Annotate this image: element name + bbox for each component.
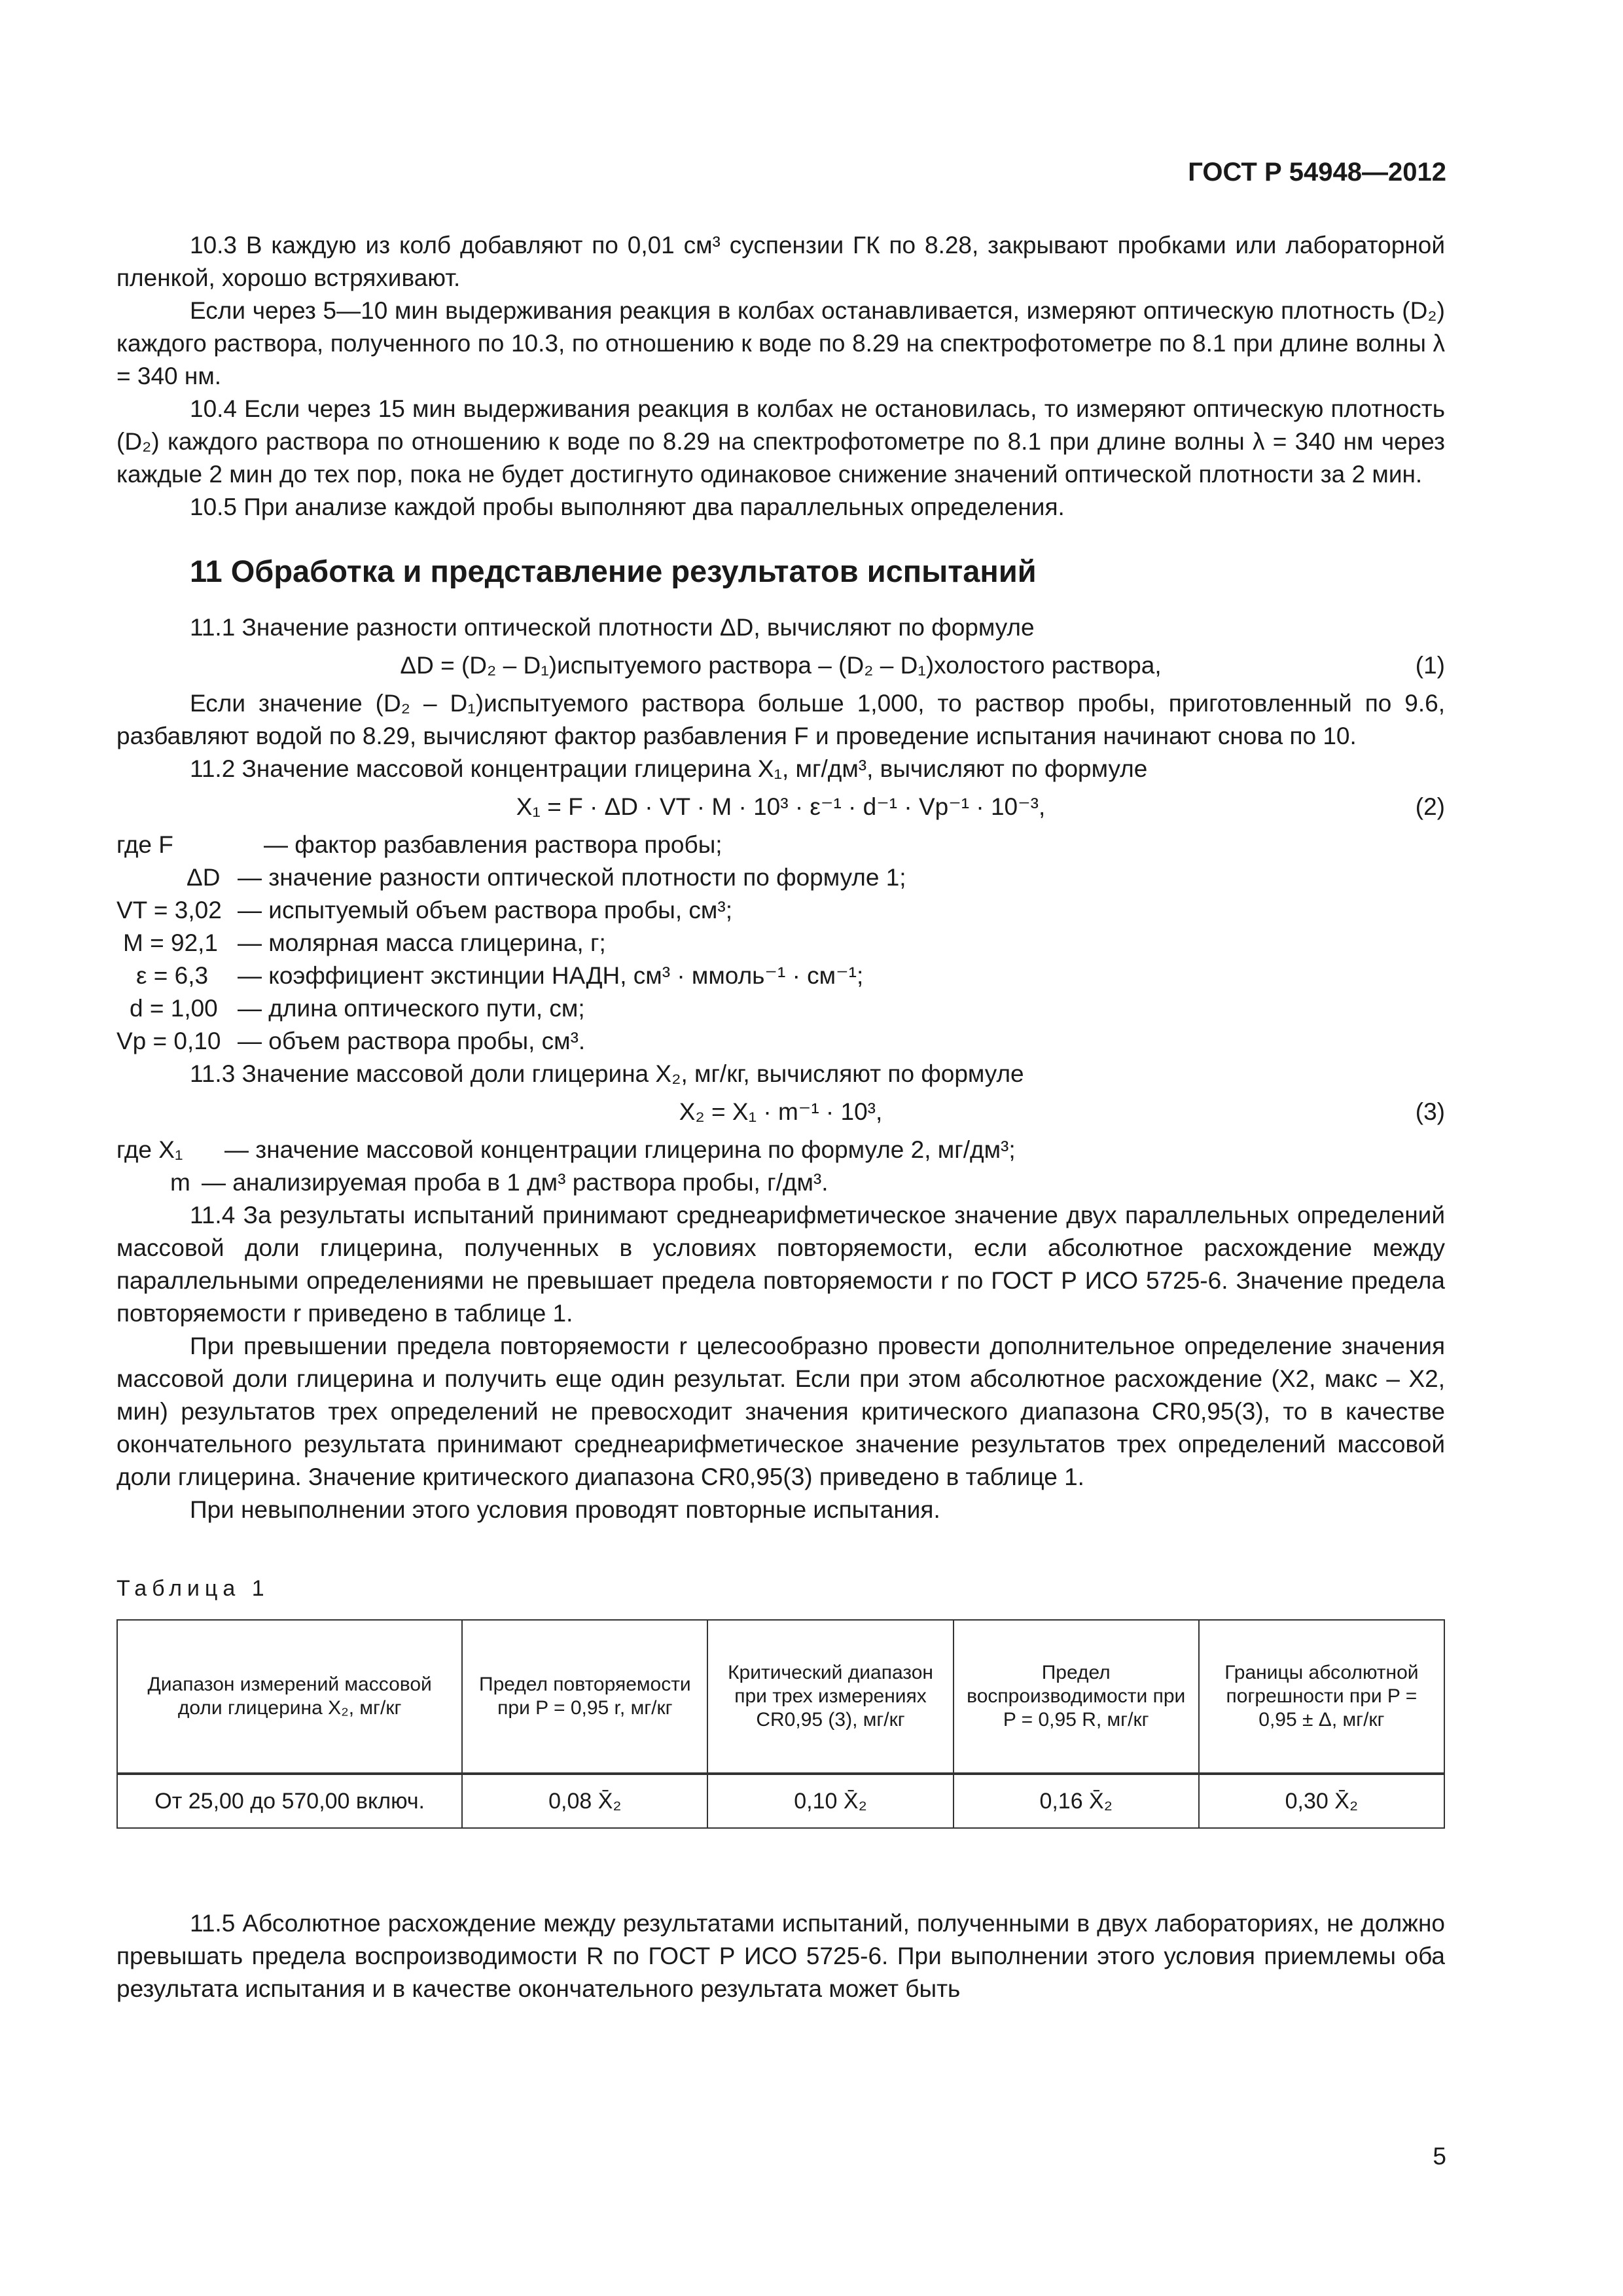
legend-key: M = 92,1 xyxy=(123,929,219,956)
paragraph-11-3: 11.3 Значение массовой доли глицерина X₂, мг/кг, вычисляют по формуле xyxy=(190,1060,1024,1087)
formula-2-body: X₁ = F · ΔD · VT · M · 10³ · ε⁻¹ · d⁻¹ · Vp⁻¹ · 10⁻³, xyxy=(516,793,1046,820)
legend-key: m xyxy=(170,1169,190,1196)
table-header-cell: Критический диапазон при трех измерениях CR0,95 (3), мг/кг xyxy=(707,1620,953,1774)
legend-key: где X₁ xyxy=(116,1136,183,1163)
paragraph-11-1: 11.1 Значение разности оптической плотности ΔD, вычисляют по формуле xyxy=(190,614,1035,641)
paragraph-11-4-continued: При превышении предела повторяемости r целесообразно провести дополнительное определение значения массовой доли глицерина и получить еще один результат. Если при этом абсолютное расхождение (X2, макс – X2, мин) результатов трех определений не превосходит значения критического диапазона CR0,95(3), то в качестве окончательного результата принимают среднеарифметическое значение результатов трех определений массовой доли глицерина. Значение критического диапазона CR0,95(3) приведено в таблице 1. xyxy=(116,1333,1445,1490)
legend-item xyxy=(116,960,1445,992)
table-cell: 0,16 X̄₂ xyxy=(954,1774,1199,1828)
legend-text: — испытуемый объем раствора пробы, см³; xyxy=(238,897,732,924)
formula-3-number: (3) xyxy=(1415,1098,1445,1125)
legend-item xyxy=(116,1166,1445,1199)
page-number: 5 xyxy=(1433,2143,1446,2170)
paragraph-11-2: 11.2 Значение массовой концентрации глицерина X₁, мг/дм³, вычисляют по формуле xyxy=(190,755,1148,782)
legend-key: d = 1,00 xyxy=(130,995,218,1022)
formula-1 xyxy=(116,645,1445,686)
legend-text: — анализируемая проба в 1 дм³ раствора пробы, г/дм³. xyxy=(202,1169,829,1196)
formula-3-body: X₂ = X₁ · m⁻¹ · 10³, xyxy=(679,1098,883,1125)
formula-3-legend xyxy=(116,1134,1445,1199)
legend-text: — значение массовой концентрации глицерина по формуле 2, мг/дм³; xyxy=(224,1136,1016,1163)
table-header-row xyxy=(117,1620,1444,1774)
table-cell: 0,08 X̄₂ xyxy=(462,1774,707,1828)
table-caption: Таблица 1 xyxy=(116,1576,270,1601)
paragraph-11-4: 11.4 За результаты испытаний принимают среднеарифметическое значение двух параллельных определений массовой доли глицерина, полученных в условиях повторяемости, если абсолютное расхождение между параллельными определениями не превышает предела повторяемости r по ГОСТ Р ИСО 5725-6. Значение предела повторяемости r приведено в таблице 1. xyxy=(116,1202,1445,1327)
legend-key: ΔD xyxy=(187,864,221,891)
paragraph-10-5: 10.5 При анализе каждой пробы выполняют два параллельных определения. xyxy=(190,493,1065,520)
paragraph-10-4: 10.4 Если через 15 мин выдерживания реакция в колбах не остановилась, то измеряют оптическую плотность (D₂) каждого раствора по отношению к воде по 8.29 на спектрофотометре по 8.1 при длине волны λ = 340 нм через каждые 2 мин до тех пор, пока не будет достигнуто одинаковое снижение значений оптической плотности за 2 мин. xyxy=(116,395,1445,488)
table-cell: 0,10 X̄₂ xyxy=(707,1774,953,1828)
paragraph-11-4-final: При невыполнении этого условия проводят повторные испытания. xyxy=(190,1496,940,1523)
formula-2 xyxy=(116,787,1445,827)
legend-item xyxy=(116,1134,1445,1166)
legend-text: — фактор разбавления раствора пробы; xyxy=(264,831,722,858)
table-cell: От 25,00 до 570,00 включ. xyxy=(117,1774,462,1828)
legend-key: Vp = 0,10 xyxy=(116,1028,221,1054)
legend-text: — коэффициент экстинции НАДН, см³ · ммоль⁻¹ · см⁻¹; xyxy=(238,962,864,989)
legend-text: — длина оптического пути, см; xyxy=(238,995,585,1022)
paragraph-11-5: 11.5 Абсолютное расхождение между результатами испытаний, полученными в двух лабораториях, не должно превышать предела воспроизводимости R по ГОСТ Р ИСО 5725-6. При выполнении этого условия приемлемы оба результата испытания и в качестве окончательного результата может быть xyxy=(116,1910,1445,2002)
document-body xyxy=(116,229,1445,2005)
legend-item xyxy=(116,861,1445,894)
document-code: ГОСТ Р 54948—2012 xyxy=(1188,158,1446,187)
legend-key: VT = 3,02 xyxy=(116,897,222,924)
formula-1-body: ΔD = (D₂ – D₁)испытуемого раствора – (D₂ – D₁)холостого раствора, xyxy=(400,652,1162,679)
paragraph-10-3: 10.3 В каждую из колб добавляют по 0,01 см³ суспензии ГК по 8.28, закрывают пробками или лабораторной пленкой, хорошо встряхивают. xyxy=(116,232,1445,291)
formula-1-number: (1) xyxy=(1415,652,1445,679)
formula-2-legend xyxy=(116,829,1445,1058)
table-header-cell: Предел воспроизводимости при P = 0,95 R, мг/кг xyxy=(954,1620,1199,1774)
table-row xyxy=(117,1774,1444,1828)
legend-item xyxy=(116,1025,1445,1058)
table-1 xyxy=(116,1619,1445,1829)
legend-item xyxy=(116,927,1445,960)
legend-text: — объем раствора пробы, см³. xyxy=(238,1028,586,1054)
legend-key: где F xyxy=(116,831,173,858)
paragraph-11-1-continued: Если значение (D₂ – D₁)испытуемого раствора больше 1,000, то раствор пробы, приготовленный по 9.6, разбавляют водой по 8.29, вычисляют фактор разбавления F и проведение испытания начинают снова по 10. xyxy=(116,690,1445,749)
legend-key: ε = 6,3 xyxy=(136,962,209,989)
table-header-cell: Границы абсолютной погрешности при P = 0,95 ± Δ, мг/кг xyxy=(1199,1620,1444,1774)
legend-item xyxy=(116,829,1445,861)
formula-2-number: (2) xyxy=(1415,793,1445,820)
legend-item xyxy=(116,992,1445,1025)
section-heading: 11 Обработка и представление результатов испытаний xyxy=(190,554,1037,588)
formula-3 xyxy=(116,1092,1445,1132)
paragraph-10-3-continued: Если через 5—10 мин выдерживания реакция в колбах останавливается, измеряют оптическую плотность (D₂) каждого раствора, полученного по 10.3, по отношению к воде по 8.29 на спектрофотометре по 8.1 при длине волны λ = 340 нм. xyxy=(116,297,1445,389)
table-header-cell: Предел повторяемости при P = 0,95 r, мг/кг xyxy=(462,1620,707,1774)
table-header-cell: Диапазон измерений массовой доли глицерина X₂, мг/кг xyxy=(117,1620,462,1774)
table-cell: 0,30 X̄₂ xyxy=(1199,1774,1444,1828)
legend-text: — значение разности оптической плотности по формуле 1; xyxy=(238,864,906,891)
legend-item xyxy=(116,894,1445,927)
legend-text: — молярная масса глицерина, г; xyxy=(238,929,606,956)
